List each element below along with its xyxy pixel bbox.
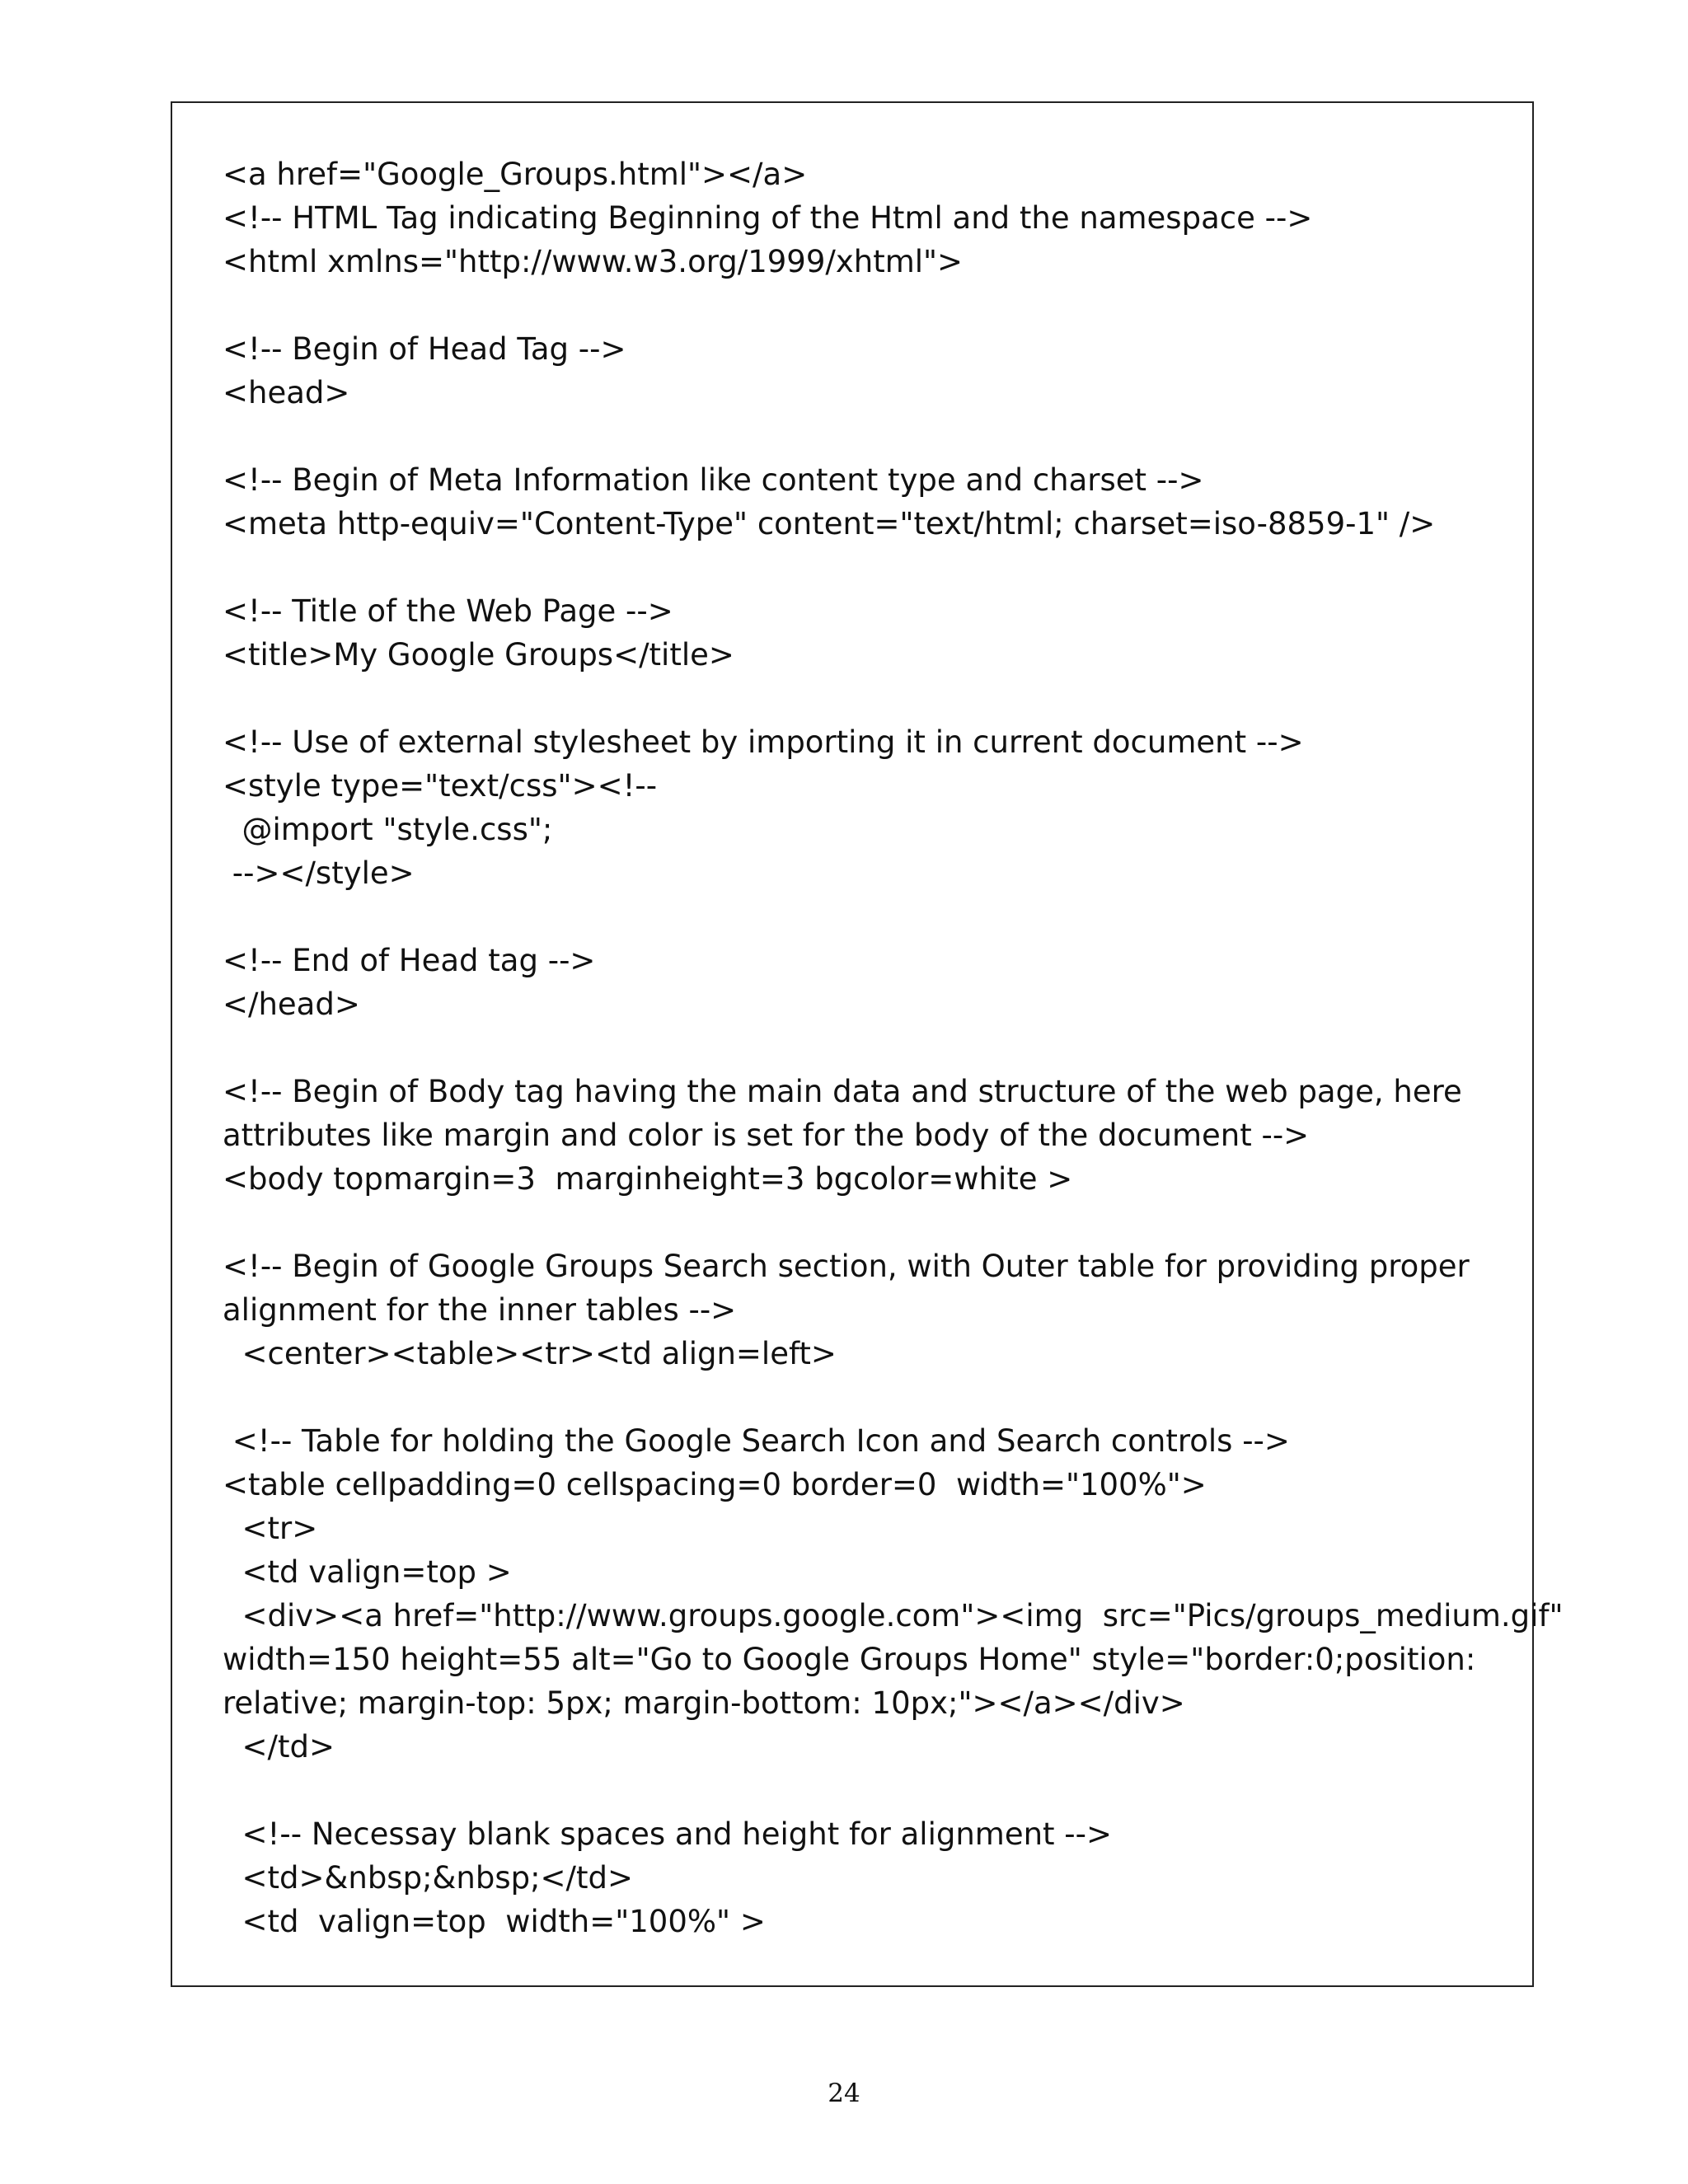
code-line: <td valign=top width="100%" >: [223, 1904, 766, 1939]
code-line: <!-- Table for holding the Google Search Icon and Search controls -->: [223, 1423, 1290, 1459]
code-line: [223, 895, 1508, 939]
code-line: <table cellpadding=0 cellspacing=0 border=0 width="100%">: [223, 1467, 1207, 1502]
code-line: [223, 1769, 1508, 1812]
code-line: <!-- Begin of Head Tag -->: [223, 331, 626, 367]
code-listing-box: [171, 101, 1564, 1987]
code-line: <head>: [223, 375, 350, 410]
code-line: [223, 677, 1508, 720]
code-line: <td valign=top >: [223, 1554, 512, 1590]
code-line: </head>: [223, 987, 360, 1022]
code-line: [223, 1376, 1508, 1419]
code-line: <tr>: [223, 1511, 318, 1546]
code-line: <title>My Google Groups</title>: [223, 637, 734, 673]
code-line: <div><a href="http://www.groups.google.com"><img src="Pics/groups_medium.gif": [223, 1598, 1564, 1633]
code-line: <html xmlns="http://www.w3.org/1999/xhtml">: [223, 244, 964, 279]
code-line: [223, 415, 1508, 458]
code-line: [223, 1201, 1508, 1244]
code-line: <!-- Use of external stylesheet by importing it in current document -->: [223, 724, 1304, 760]
code-line: attributes like margin and color is set for the body of the document -->: [223, 1118, 1310, 1153]
code-line: <meta http-equiv="Content-Type" content="text/html; charset=iso-8859-1" />: [223, 506, 1436, 541]
code-line: <!-- Begin of Google Groups Search section, with Outer table for providing proper: [223, 1249, 1470, 1284]
code-line: <body topmargin=3 marginheight=3 bgcolor=white >: [223, 1161, 1073, 1197]
code-line: <!-- End of Head tag -->: [223, 943, 596, 978]
code-line: <!-- Necessay blank spaces and height for alignment -->: [223, 1816, 1113, 1852]
code-line: <style type="text/css"><!--: [223, 768, 658, 804]
code-line: [223, 546, 1508, 589]
code-line: @import "style.css";: [223, 812, 553, 847]
code-line: <!-- Begin of Body tag having the main data and structure of the web page, here: [223, 1074, 1462, 1109]
code-line: [223, 1026, 1508, 1070]
page-number: 24: [828, 2079, 860, 2108]
code-line: relative; margin-top: 5px; margin-bottom: 10px;"></a></div>: [223, 1685, 1185, 1721]
code-line: <td>&nbsp;&nbsp;</td>: [223, 1860, 634, 1896]
code-line: width=150 height=55 alt="Go to Google Groups Home" style="border:0;position:: [223, 1642, 1476, 1677]
code-line: --></style>: [223, 855, 415, 891]
code-line: alignment for the inner tables -->: [223, 1292, 737, 1328]
code-line: <!-- HTML Tag indicating Beginning of the Html and the namespace -->: [223, 200, 1313, 236]
code-line: <center><table><tr><td align=left>: [223, 1336, 837, 1371]
code-line: <!-- Begin of Meta Information like content type and charset -->: [223, 462, 1204, 498]
code-line: </td>: [223, 1729, 335, 1765]
code-line: <a href="Google_Groups.html"></a>: [223, 157, 808, 192]
code-listing: [223, 152, 1564, 1943]
code-line: <!-- Title of the Web Page -->: [223, 593, 673, 629]
code-line: [223, 284, 1508, 327]
